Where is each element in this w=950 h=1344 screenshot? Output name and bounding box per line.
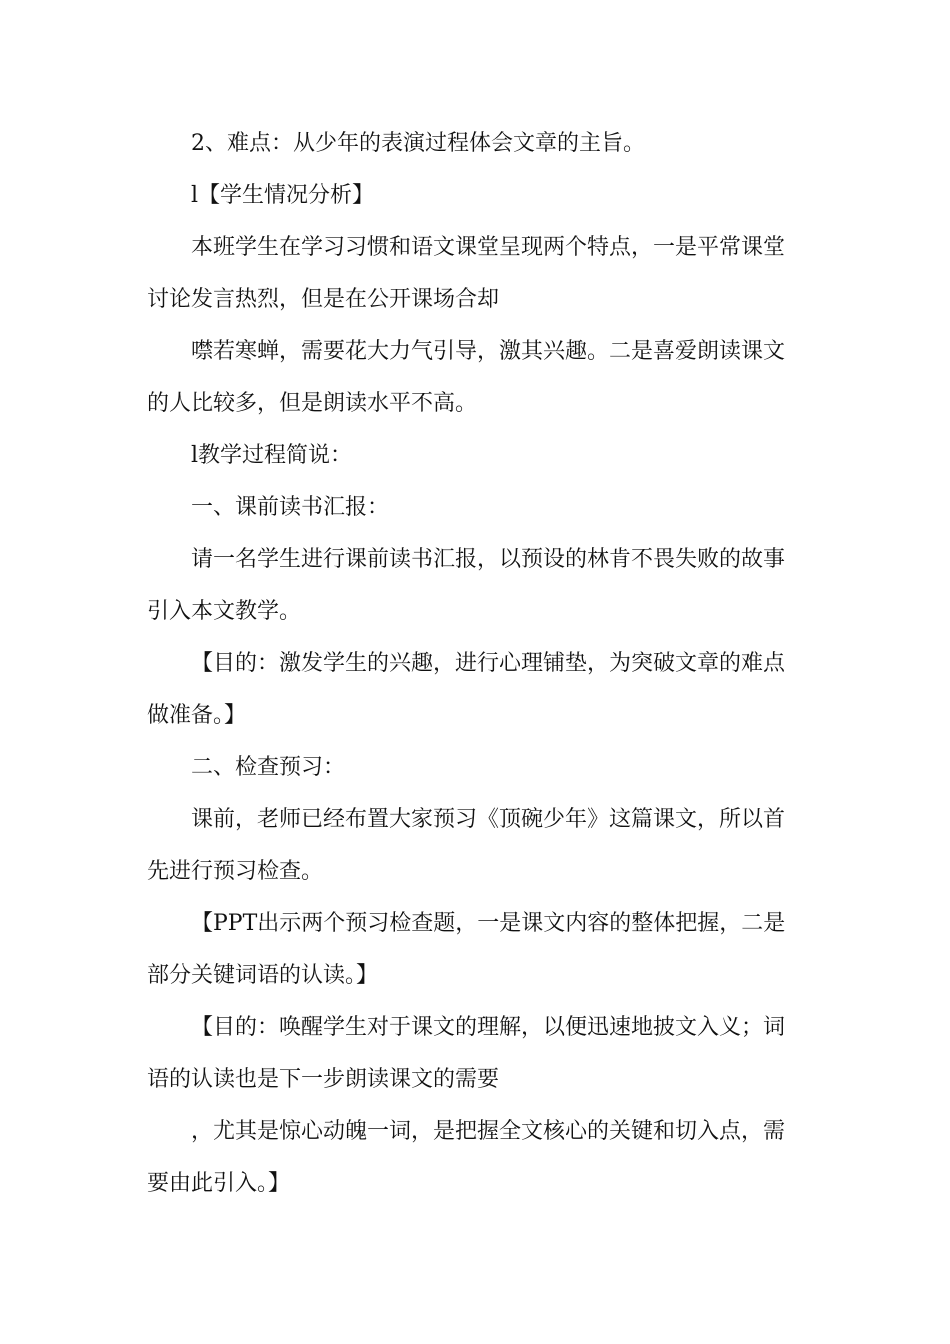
paragraph-section-two-body [147,794,797,898]
text-line: 先进行预习检查。 [147,859,324,884]
text-line: 本班学生在学习习惯和语文课堂呈现两个特点，一是平常课堂 [191,235,786,260]
paragraph-section-one-body [147,534,797,638]
text-line: 引入本文教学。 [147,599,302,624]
text-line: 讨论发言热烈，但是在公开课场合却 [147,287,500,312]
text-line: 一、课前读书汇报： [191,495,390,520]
text-line: l教学过程简说： [191,443,353,468]
text-line: 要由此引入。】 [147,1171,291,1196]
paragraph-section-one-heading [147,482,797,534]
text-line: 【目的：唤醒学生对于课文的理解，以便迅速地披文入义；词 [191,1015,786,1040]
text-line: 请一名学生进行课前读书汇报，以预设的林肯不畏失败的故事 [191,547,786,572]
paragraph-section-one-purpose [147,638,797,742]
text-line: 语的认读也是下一步朗读课文的需要 [147,1067,500,1092]
paragraph-student-analysis-1 [147,222,797,326]
text-line: 2、难点：从少年的表演过程体会文章的主旨。 [191,131,645,156]
text-line: 做准备。】 [147,703,247,728]
paragraph-student-analysis-heading [147,170,797,222]
text-line: 部分关键词语的认读。】 [147,963,379,988]
paragraph-section-two-purpose [147,1002,797,1106]
text-line: ，尤其是惊心动魄一词，是把握全文核心的关键和切入点，需 [191,1119,786,1144]
text-line: 【目的：激发学生的兴趣，进行心理铺垫，为突破文章的难点 [191,651,786,676]
paragraph-section-two-ppt [147,898,797,1002]
paragraph-student-analysis-2 [147,326,797,430]
text-line: 的人比较多，但是朗读水平不高。 [147,391,478,416]
paragraph-section-two-heading [147,742,797,794]
paragraph-difficulty [147,118,797,170]
text-line: 课前，老师已经布置大家预习《顶碗少年》这篇课文，所以首 [191,807,786,832]
document-body [147,118,797,1210]
text-line: 【PPT出示两个预习检查题，一是课文内容的整体把握，二是 [191,911,786,936]
text-line: l【学生情况分析】 [191,183,375,208]
text-line: 二、检查预习： [191,755,346,780]
text-line: 噤若寒蝉，需要花大力气引导，激其兴趣。二是喜爱朗读课文 [191,339,786,364]
paragraph-section-two-purpose-continued [147,1106,797,1210]
paragraph-process-heading [147,430,797,482]
